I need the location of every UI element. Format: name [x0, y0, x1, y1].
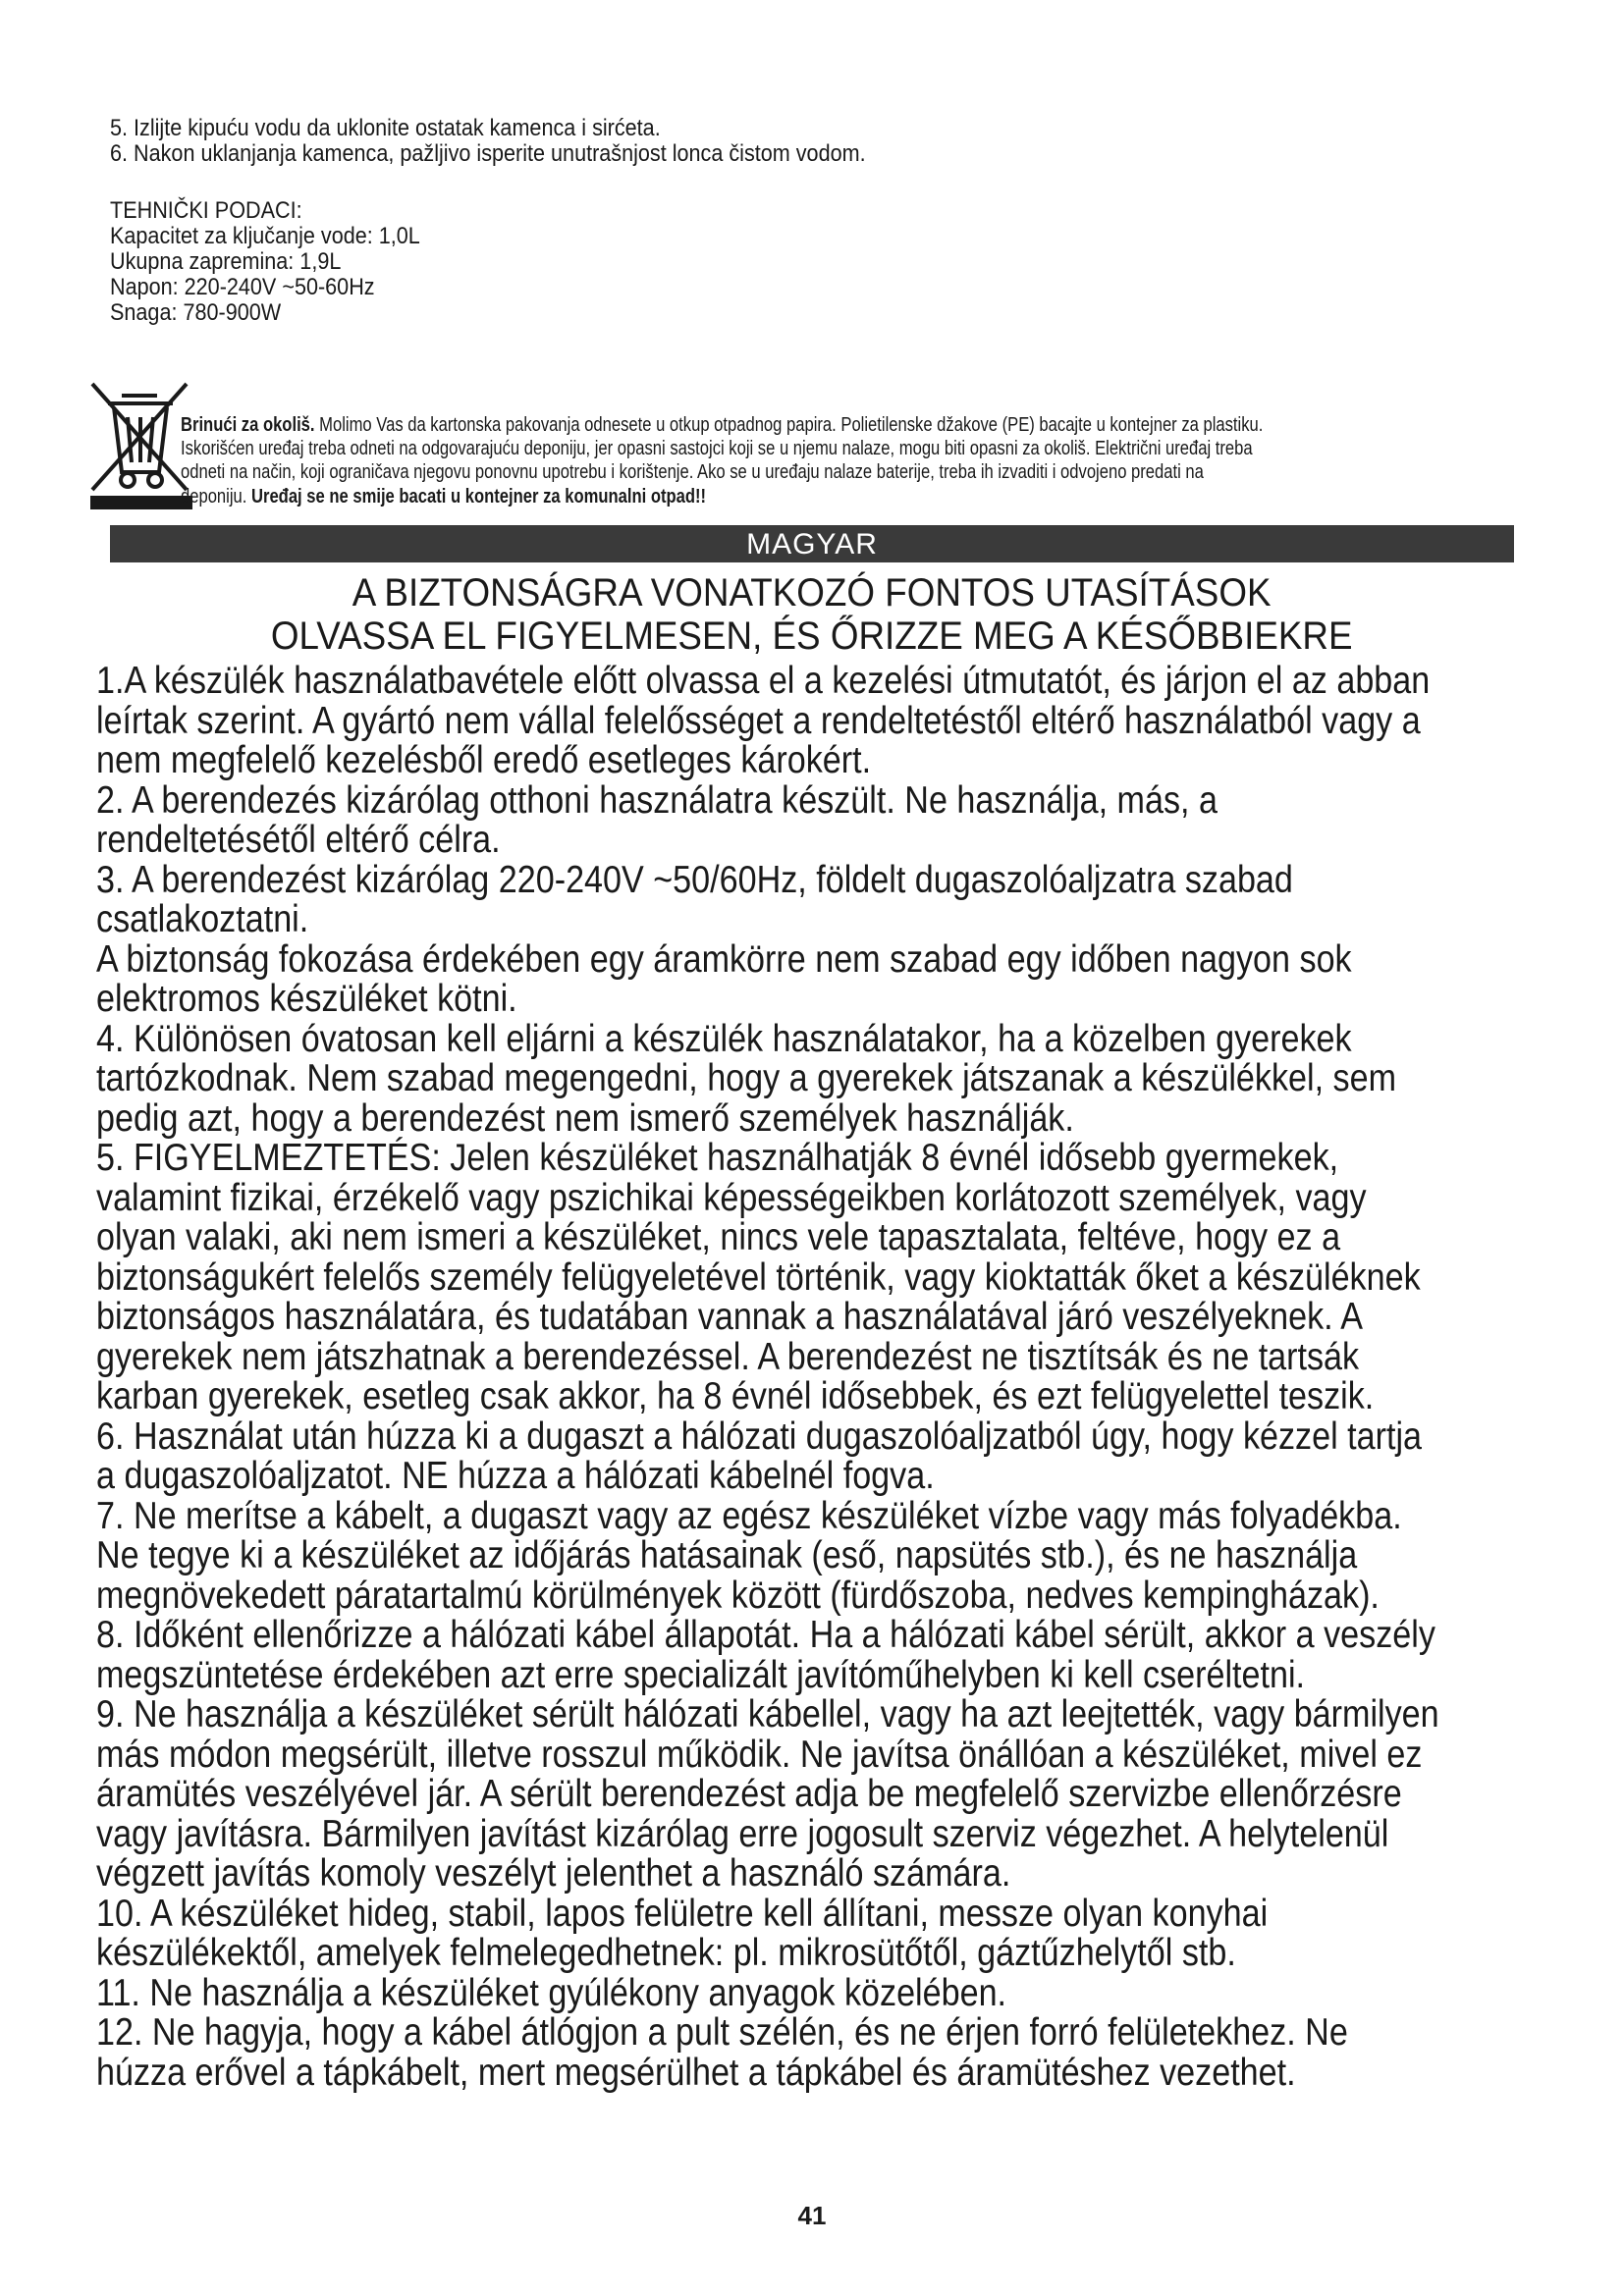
hr-step-6: 6. Nakon uklanjanja kamenca, pažljivo isperite unutrašnjost lonca čistom vodom.: [110, 140, 866, 167]
eco-notice-line-2: Iskorišćen uređaj treba odneti na odgovarajuću deponiju, jer opasni sastojci koji se u njemu nalaze, mogu biti opasni za okoliš. Električni uređaj treba: [181, 438, 1253, 459]
safety-heading: [0, 572, 1624, 614]
eco-notice-text-1: Molimo Vas da kartonska pakovanja odnesete u otkup otpadnog papira. Polietilenske džakove (PE) bacajte u kontejner za plastiku.: [314, 414, 1264, 436]
instruction-line: elektromos készüléket kötni.: [96, 978, 517, 1020]
safety-subheading-text: OLVASSA EL FIGYELMESEN, ÉS ŐRIZZE MEG A KÉSŐBBIEKRE: [271, 614, 1353, 658]
instruction-line: 10. A készüléket hideg, stabil, lapos felületre kell állítani, messze olyan konyhai: [96, 1892, 1269, 1935]
instruction-line: leírtak szerint. A gyártó nem vállal felelősséget a rendeltetéstől eltérő használatból vagy a: [96, 699, 1421, 742]
instruction-line: A biztonság fokozása érdekében egy áramkörre nem szabad egy időben nagyon sok: [96, 937, 1352, 981]
language-bar: [110, 525, 1514, 562]
instruction-line: 12. Ne hagyja, hogy a kábel átlógjon a pult szélén, és ne érjen forró felületekhez. Ne: [96, 2011, 1348, 2054]
spec-capacity: Kapacitet za ključanje vode: 1,0L: [110, 223, 420, 249]
instruction-line: megnövekedett páratartalmú körülmények között (fürdőszoba, nedves kempingházak).: [96, 1574, 1380, 1617]
language-label: MAGYAR: [746, 528, 878, 561]
instruction-line: tartózkodnak. Nem szabad megengedni, hogy a gyerekek játszanak a készülékkel, sem: [96, 1057, 1397, 1099]
instruction-line: biztonságukért felelős személy felügyeletével történik, vagy kioktatták őket a készüléknek: [96, 1255, 1421, 1299]
instruction-line: 2. A berendezés kizárólag otthoni használatra készült. Ne használja, más, a: [96, 778, 1218, 822]
eco-notice-line-1: [181, 414, 1263, 436]
instruction-line: 3. A berendezést kizárólag 220-240V ~50/60Hz, földelt dugaszolóaljzatra szabad: [96, 858, 1293, 901]
instruction-line: 7. Ne merítse a kábelt, a dugaszt vagy az egész készüléket vízbe vagy más folyadékba.: [96, 1494, 1402, 1537]
instruction-line: húzza erővel a tápkábelt, mert megsérülhet a tápkábel és áramütéshez vezethet.: [96, 2051, 1296, 2094]
spec-volume: Ukupna zapremina: 1,9L: [110, 248, 342, 275]
instruction-line: 1.A készülék használatbavétele előtt olvassa el a kezelési útmutatót, és járjon el az abban: [96, 660, 1431, 702]
eco-notice-title: Brinući za okoliš.: [181, 414, 315, 436]
instruction-line: csatlakoztatni.: [96, 898, 309, 940]
eco-notice-line-3: odneti na način, koji ograničava njegovu ponovnu upotrebu i korištenje. Ako se u uređaju nalaze baterije, treba ih izvaditi i odvojeno predati na: [181, 461, 1204, 483]
instruction-line: 4. Különösen óvatosan kell eljárni a készülék használatakor, ha a közelben gyerekek: [96, 1017, 1352, 1060]
eco-notice-text-4: deponiju.: [181, 486, 252, 507]
instruction-line: más módon megsérült, illetve rosszul működik. Ne javítsa önállóan a készüléket, mivel ez: [96, 1733, 1423, 1776]
bin-underline-bar: [90, 496, 192, 509]
page-number: 41: [797, 2201, 827, 2230]
instruction-line: valamint fizikai, érzékelő vagy pszichikai képességeikben korlátozott személyek, vagy: [96, 1176, 1367, 1219]
instruction-line: karban gyerekek, esetleg csak akkor, ha 8 évnél idősebbek, és ezt felügyelettel teszik.: [96, 1375, 1375, 1417]
instruction-line: áramütés veszélyével jár. A sérült berendezést adja be megfelelő szervizbe ellenőrzésre: [96, 1773, 1402, 1815]
spec-voltage: Napon: 220-240V ~50-60Hz: [110, 274, 375, 300]
instruction-line: pedig azt, hogy a berendezést nem ismerő személyek használják.: [96, 1096, 1074, 1140]
spec-power: Snaga: 780-900W: [110, 299, 282, 326]
instruction-line: 5. FIGYELMEZTETÉS: Jelen készüléket használhatják 8 évnél idősebb gyermekek,: [96, 1137, 1339, 1179]
instruction-line: rendeltetésétől eltérő célra.: [96, 819, 501, 861]
safety-heading-text: A BIZTONSÁGRA VONATKOZÓ FONTOS UTASÍTÁSOK: [352, 571, 1272, 614]
instruction-line: olyan valaki, aki nem ismeri a készüléket, nincs vele tapasztalata, feltéve, hogy ez a: [96, 1216, 1341, 1258]
eco-notice-line-4: [181, 486, 706, 507]
instruction-line: készülékektől, amelyek felmelegedhetnek: pl. mikrosütőtől, gáztűzhelytől stb.: [96, 1932, 1236, 1974]
crossed-bin-icon: [88, 378, 191, 496]
instruction-line: nem megfelelő kezelésből eredő esetleges károkért.: [96, 739, 872, 781]
instruction-line: 6. Használat után húzza ki a dugaszt a hálózati dugaszolóaljzatból úgy, hogy kézzel tartja: [96, 1415, 1423, 1458]
hr-step-5: 5. Izlijte kipuću vodu da uklonite ostatak kamenca i sirćeta.: [110, 115, 661, 141]
instruction-line: Ne tegye ki a készüléket az időjárás hatásainak (eső, napsütés stb.), és ne használja: [96, 1534, 1358, 1576]
instruction-line: gyerekek nem játszhatnak a berendezéssel. A berendezést ne tisztítsák és ne tartsák: [96, 1335, 1360, 1378]
safety-subheading: [0, 615, 1624, 657]
specs-title: TEHNIČKI PODACI:: [110, 197, 302, 224]
instruction-line: 9. Ne használja a készüléket sérült hálózati kábellel, vagy ha azt leejtették, vagy bármilyen: [96, 1693, 1439, 1735]
instruction-line: 11. Ne használja a készüléket gyúlékony anyagok közelében.: [96, 1971, 1007, 2014]
instruction-line: 8. Időként ellenőrizze a hálózati kábel állapotát. Ha a hálózati kábel sérült, akkor a veszély: [96, 1614, 1435, 1656]
eco-notice-warning: Uređaj se ne smije bacati u kontejner za komunalni otpad!!: [251, 486, 707, 507]
instruction-line: vagy javításra. Bármilyen javítást kizárólag erre jogosult szerviz végezhet. A helytelenül: [96, 1812, 1389, 1855]
instruction-line: megszüntetése érdekében azt erre specializált javítóműhelyben ki kell cseréltetni.: [96, 1653, 1306, 1696]
instruction-line: biztonságos használatára, és tudatában vannak a használatával járó veszélyeknek. A: [96, 1296, 1364, 1338]
instruction-line: a dugaszolóaljzatot. NE húzza a hálózati kábelnél fogva.: [96, 1455, 935, 1497]
instruction-line: végzett javítás komoly veszélyt jelenthet a használó számára.: [96, 1852, 1011, 1895]
